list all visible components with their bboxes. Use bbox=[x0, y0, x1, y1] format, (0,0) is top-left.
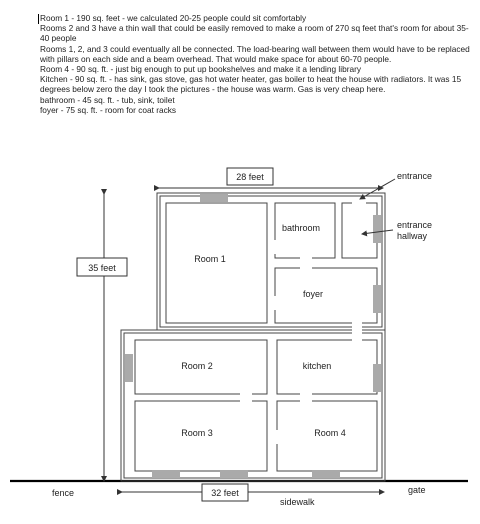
gate-label: gate bbox=[408, 485, 426, 495]
entrance-hallway-outline bbox=[342, 203, 377, 258]
note-rooms-2-3: Rooms 2 and 3 have a thin wall that could be easily removed to make a room of 270 sq feet that's room for about 35-40 people bbox=[40, 23, 469, 44]
height-label: 35 feet bbox=[88, 263, 116, 273]
room4-label: Room 4 bbox=[314, 428, 346, 438]
note-rooms-1-2-3: Rooms 1, 2, and 3 could eventually all be connected. The load-bearing wall between them would have to be replaced with pillars on each side and a beam overhead. That would make space for about 60-70 people. bbox=[40, 43, 470, 64]
top-width-dimension bbox=[159, 168, 383, 188]
kitchen-label: kitchen bbox=[302, 361, 332, 371]
entrance-label: entrance bbox=[397, 171, 433, 181]
room2-label: Room 2 bbox=[181, 361, 213, 371]
room1-label: Room 1 bbox=[194, 254, 226, 264]
note-kitchen: Kitchen - 90 sq. ft. - has sink, gas stove, gas hot water heater, gas boiler to heat the house with radiators. It was 15 degrees below zero the day I took the pictures - the house was warm. Gas is very cheap here. bbox=[40, 74, 462, 95]
bottom-width-dimension bbox=[122, 484, 384, 501]
note-room4: Room 4 - 90 sq. ft. - just big enough to put up bookshelves and make it a lending library bbox=[40, 64, 361, 75]
entrance-hallway-label-1: entrance bbox=[397, 220, 433, 230]
lower-building bbox=[121, 330, 385, 481]
fence-label: fence bbox=[52, 488, 75, 498]
door-openings bbox=[240, 200, 366, 444]
height-dimension bbox=[77, 194, 127, 481]
room3-label: Room 3 bbox=[181, 428, 213, 438]
note-bathroom: bathroom - 45 sq. ft. - tub, sink, toilet bbox=[40, 94, 175, 105]
entrance-hallway-label-2: hallway bbox=[397, 231, 428, 241]
foyer-label: foyer bbox=[302, 289, 324, 299]
top-width-label: 28 feet bbox=[236, 172, 264, 182]
bathroom-label: bathroom bbox=[281, 223, 321, 233]
bottom-width-label: 32 feet bbox=[211, 488, 239, 498]
sidewalk-label: sidewalk bbox=[280, 497, 315, 507]
foyer-outline bbox=[275, 268, 377, 323]
note-room1: Room 1 - 190 sq. feet - we calculated 20-25 people could sit comfortably bbox=[40, 13, 307, 23]
note-foyer: foyer - 75 sq. ft. - room for coat racks bbox=[40, 104, 177, 115]
